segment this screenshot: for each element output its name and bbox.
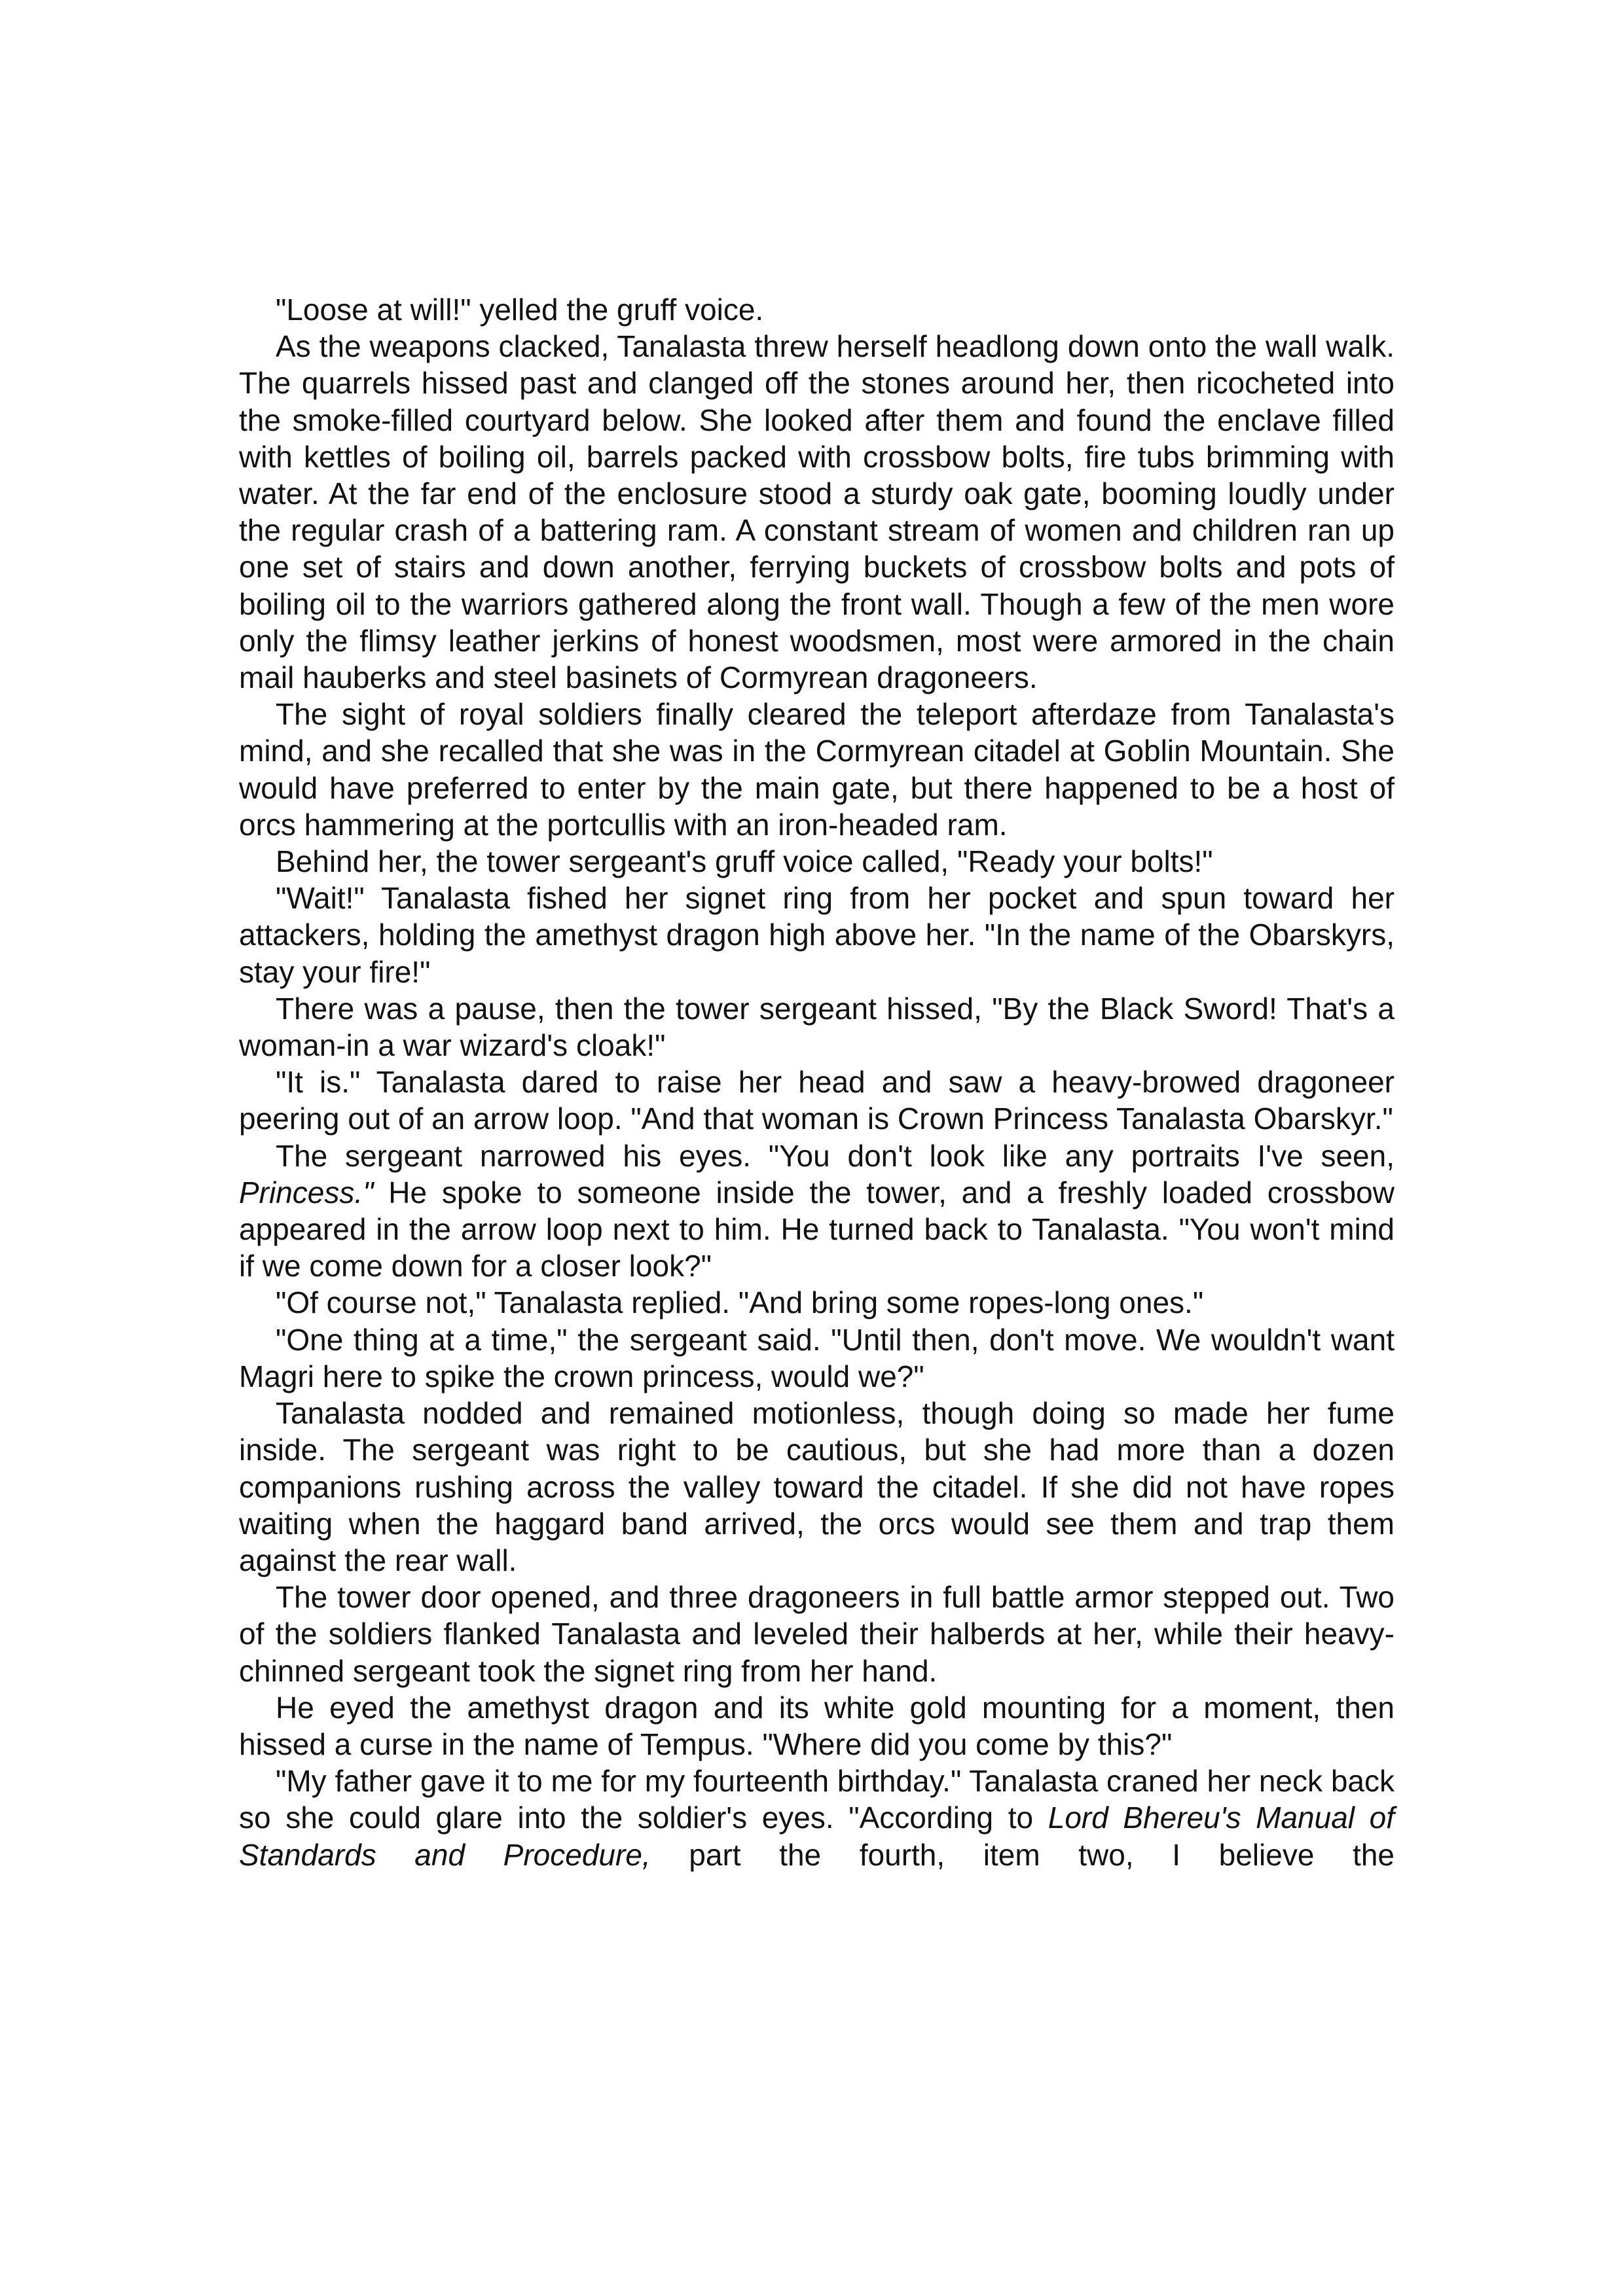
- paragraph-text: The sergeant narrowed his eyes. "You don't look like any portraits I've seen,: [276, 1138, 1395, 1173]
- paragraph-text: He eyed the amethyst dragon and its white gold mounting for a moment, then hissed a curse in the name of Tempus. "Where did you come by this?": [239, 1690, 1395, 1761]
- paragraph: [239, 1321, 1395, 1395]
- paragraph: [239, 880, 1395, 990]
- paragraph: [239, 696, 1395, 843]
- paragraph: [239, 1763, 1395, 1873]
- paragraph-text: As the weapons clacked, Tanalasta threw herself headlong down onto the wall walk. The quarrels hissed past and clanged off the stones around her, then ricocheted into the smoke-filled courtyard below. She looked after them and found the enclave filled with kettles of boiling oil, barrels packed with crossbow bolts, fire tubs brimming with water. At the far end of the enclosure stood a sturdy oak gate, booming loudly under the regular crash of a battering ram. A constant stream of women and children ran up one set of stairs and down another, ferrying buckets of crossbow bolts and pots of boiling oil to the warriors gathered along the front wall. Though a few of the men wore only the flimsy leather jerkins of honest woodsmen, most were armored in the chain mail hauberks and steel basinets of Cormyrean dragoneers.: [239, 329, 1395, 695]
- italic-text: Lord Bhereu's Manual of Standards and Procedure,: [239, 1801, 1395, 1872]
- paragraph: [239, 1689, 1395, 1763]
- paragraph: [239, 1064, 1395, 1137]
- paragraph: [239, 990, 1395, 1064]
- paragraph-text: Tanalasta nodded and remained motionless, though doing so made her fume inside. The sergeant was right to be cautious, but she had more than a dozen companions rushing across the valley toward the citadel. If she did not have ropes waiting when the haggard band arrived, the orcs would see them and trap them against the rear wall.: [239, 1396, 1395, 1577]
- paragraph-text: The sight of royal soldiers finally cleared the teleport afterdaze from Tanalasta's mind, and she recalled that she was in the Cormyrean citadel at Goblin Mountain. She would have preferred to enter by the main gate, but there happened to be a host of orcs hammering at the portcullis with an iron-headed ram.: [239, 697, 1395, 842]
- paragraph-text: "It is." Tanalasta dared to raise her head and saw a heavy-browed dragoneer peering out of an arrow loop. "And that woman is Crown Princess Tanalasta Obarskyr.": [239, 1065, 1395, 1136]
- paragraph: [239, 1284, 1395, 1321]
- paragraph-text: The tower door opened, and three dragoneers in full battle armor stepped out. Two of the soldiers flanked Tanalasta and leveled their halberds at her, while their heavy-chinned sergeant took the signet ring from her hand.: [239, 1580, 1395, 1688]
- paragraph: [239, 843, 1395, 880]
- italic-text: Princess.": [239, 1175, 374, 1210]
- paragraph-text: Behind her, the tower sergeant's gruff voice called, "Ready your bolts!": [276, 844, 1213, 879]
- paragraph-text: "One thing at a time," the sergeant said. "Until then, don't move. We wouldn't want Magri here to spike the crown princess, would we?": [239, 1322, 1395, 1393]
- paragraph-text: "Of course not," Tanalasta replied. "And bring some ropes-long ones.": [276, 1285, 1204, 1320]
- paragraph-text: "Loose at will!" yelled the gruff voice.: [276, 293, 764, 327]
- paragraph: [239, 1395, 1395, 1579]
- paragraph: [239, 291, 1395, 328]
- paragraph-text: part the fourth, item two, I believe the: [650, 1837, 1395, 1872]
- paragraph-text: "My father gave it to me for my fourteenth birthday." Tanalasta craned her neck back so she could glare into the soldier's eyes. "According to: [239, 1764, 1395, 1835]
- paragraph-text: There was a pause, then the tower sergeant hissed, "By the Black Sword! That's a woman-in a war wizard's cloak!": [239, 991, 1395, 1063]
- paragraph-text: He spoke to someone inside the tower, and a freshly loaded crossbow appeared in the arrow loop next to him. He turned back to Tanalasta. "You won't mind if we come down for a closer look?": [239, 1175, 1395, 1283]
- body-text: [239, 291, 1395, 1873]
- paragraph-text: "Wait!" Tanalasta fished her signet ring from her pocket and spun toward her attackers, holding the amethyst dragon high above her. "In the name of the Obarskyrs, stay your fire!": [239, 881, 1395, 989]
- paragraph: [239, 328, 1395, 696]
- paragraph: [239, 1138, 1395, 1285]
- paragraph: [239, 1579, 1395, 1689]
